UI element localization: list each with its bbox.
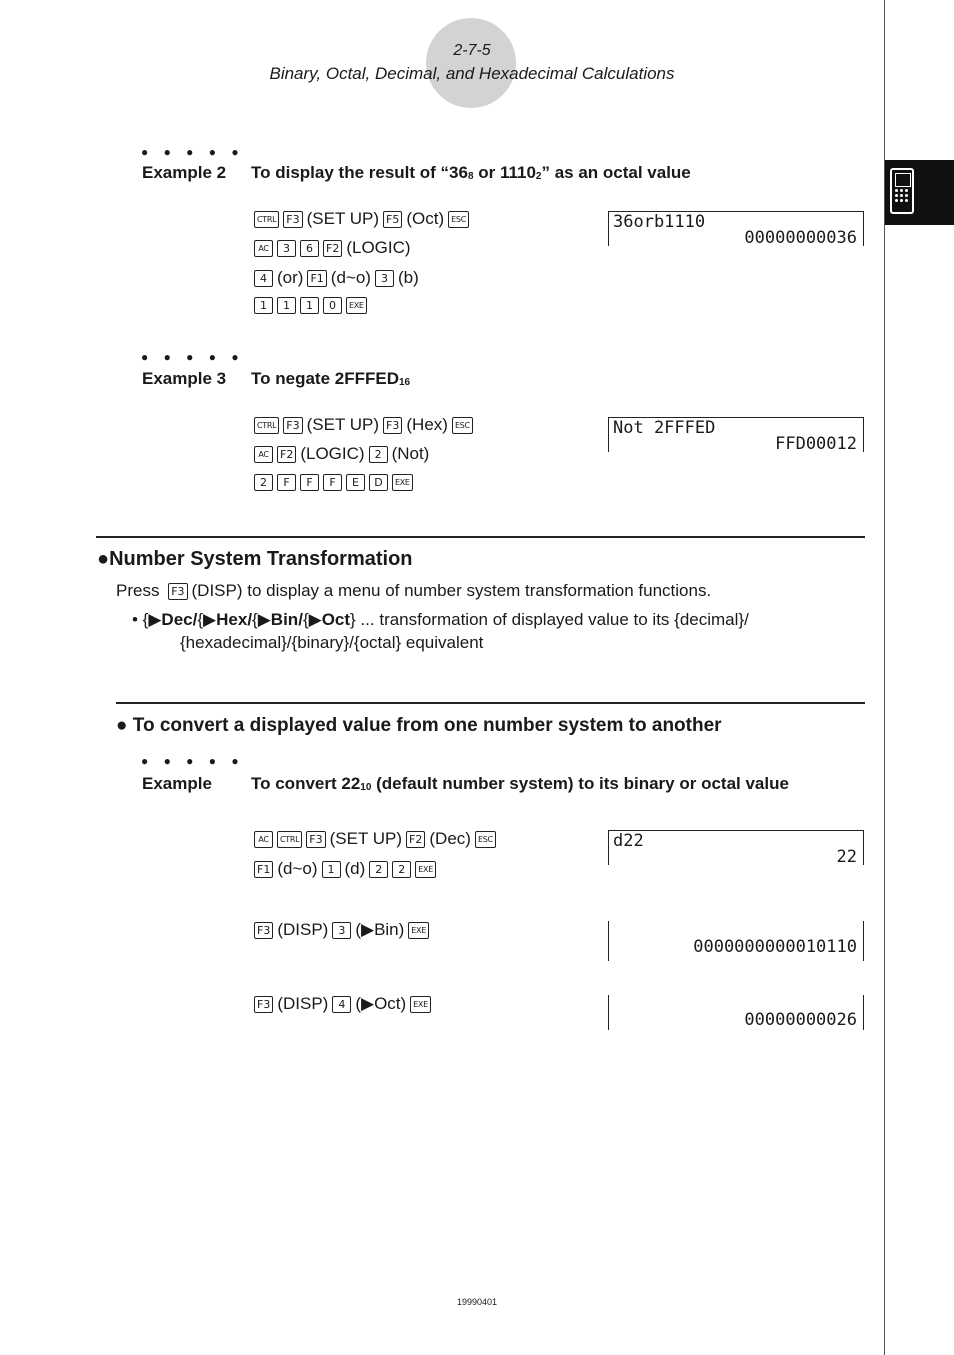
f3-key: F3	[383, 417, 402, 434]
f3-key: F3	[254, 996, 273, 1013]
key-label: (▶Oct)	[355, 994, 407, 1013]
exe-key: EXE	[346, 297, 367, 314]
digit-key: 1	[300, 297, 319, 314]
f3-key: F3	[168, 583, 187, 600]
example-title: To convert $22_{10}$ (default number system) to its binary or octal value	[251, 774, 789, 793]
digit-key: 3	[332, 922, 351, 939]
f3-key: F3	[283, 417, 302, 434]
example-dots: ● ● ● ● ●	[141, 145, 245, 159]
key-label: (SET UP)	[329, 829, 403, 848]
key-label: (DISP)	[277, 920, 329, 939]
ac-key: AC	[254, 831, 273, 848]
calculator-screen	[608, 830, 864, 865]
calculator-screen	[608, 211, 864, 246]
digit-key: 4	[254, 270, 273, 287]
example-2-keystroke-line	[254, 209, 473, 229]
example-dots: ● ● ● ● ●	[141, 754, 245, 768]
exe-key: EXE	[415, 861, 436, 878]
convert-keystroke-line	[254, 859, 440, 879]
digit-key: 1	[322, 861, 341, 878]
key-label: (d~o)	[277, 859, 318, 878]
screen-result-line: 00000000026	[744, 1010, 857, 1030]
example-2-keystroke-line	[254, 268, 423, 288]
f2-key: F2	[406, 831, 425, 848]
convert-keystroke-line	[254, 920, 433, 940]
key-label: (d~o)	[330, 268, 371, 287]
key-label: (LOGIC)	[300, 444, 365, 463]
esc-key: ESC	[475, 831, 496, 848]
screen-result-line: 22	[836, 847, 857, 867]
esc-key: ESC	[448, 211, 469, 228]
ctrl-key: CTRL	[254, 417, 279, 434]
calculator-screen	[608, 995, 864, 1030]
key-label: (Dec)	[429, 829, 471, 848]
f1-key: F1	[254, 861, 273, 878]
key-label: (▶Bin)	[355, 920, 405, 939]
key-label: (Not)	[391, 444, 430, 463]
screen-input-line: Not 2FFFED	[613, 418, 716, 438]
convert-keystroke-line	[254, 829, 500, 849]
digit-key: 2	[369, 446, 388, 463]
example-2-keystroke-line	[254, 238, 415, 258]
footer-code: 19990401	[456, 1297, 498, 1307]
page-number: 2-7-5	[453, 42, 491, 59]
calculator-screen	[608, 921, 864, 961]
calculator-screen	[608, 417, 864, 452]
press-instruction: Press F3 (DISP) to display a menu of number system transformation functions.	[116, 581, 712, 600]
f5-key: F5	[383, 211, 402, 228]
key-label: (or)	[277, 268, 304, 287]
example-2-keystroke-line	[254, 297, 371, 314]
digit-key: 2	[392, 861, 411, 878]
example-3-keystroke-line	[254, 415, 477, 435]
f2-key: F2	[323, 240, 342, 257]
bullet-item: • {▶Dec/{▶Hex/{▶Bin/{▶Oct} ... transformation of displayed value to its {decimal}/	[132, 610, 749, 629]
ctrl-key: CTRL	[254, 211, 279, 228]
screen-result-line: 00000000036	[744, 228, 857, 248]
screen-input-line: d22	[613, 831, 644, 851]
hex-key: F	[300, 474, 319, 491]
section-heading: ●Number System Transformation	[97, 548, 413, 570]
digit-key: 3	[277, 240, 296, 257]
f3-key: F3	[254, 922, 273, 939]
example-dots: ● ● ● ● ●	[141, 350, 245, 364]
section-rule	[96, 536, 865, 538]
key-label: (DISP)	[277, 994, 329, 1013]
example-label: Example	[142, 774, 212, 793]
example-3-keystroke-line	[254, 474, 417, 491]
hex-key: F	[323, 474, 342, 491]
example-3-title: To negate $2FFFED_{16}$	[251, 369, 411, 388]
subsection-rule	[116, 702, 865, 704]
f1-key: F1	[307, 270, 326, 287]
key-label: (Hex)	[406, 415, 448, 434]
screen-result-line: FFD00012	[775, 434, 857, 454]
digit-key: 4	[332, 996, 351, 1013]
example-3-label: Example 3	[142, 369, 227, 388]
digit-key: 6	[300, 240, 319, 257]
key-label: (b)	[397, 268, 419, 287]
key-label: (d)	[344, 859, 366, 878]
hex-key: D	[369, 474, 388, 491]
screen-result-line: 0000000000010110	[693, 937, 857, 957]
key-label: (SET UP)	[306, 209, 380, 228]
f3-key: F3	[283, 211, 302, 228]
ac-key: AC	[254, 446, 273, 463]
page-title: Binary, Octal, Decimal, and Hexadecimal Calculations	[269, 64, 675, 83]
digit-key: 1	[254, 297, 273, 314]
esc-key: ESC	[452, 417, 473, 434]
digit-key: 2	[369, 861, 388, 878]
convert-keystroke-line	[254, 994, 435, 1014]
digit-key: 2	[254, 474, 273, 491]
exe-key: EXE	[408, 922, 429, 939]
key-label: (SET UP)	[306, 415, 380, 434]
example-2-label: Example 2	[142, 163, 227, 182]
digit-key: 0	[323, 297, 342, 314]
ac-key: AC	[254, 240, 273, 257]
key-label: (Oct)	[406, 209, 445, 228]
header-circle-decoration	[426, 18, 516, 108]
ctrl-key: CTRL	[277, 831, 302, 848]
exe-key: EXE	[392, 474, 413, 491]
f2-key: F2	[277, 446, 296, 463]
digit-key: 3	[375, 270, 394, 287]
exe-key: EXE	[410, 996, 431, 1013]
digit-key: 1	[277, 297, 296, 314]
bullet-item-continued: {hexadecimal}/{binary}/{octal} equivalent	[180, 633, 484, 652]
example-3-keystroke-line	[254, 444, 433, 464]
subsection-heading: ● To convert a displayed value from one number system to another	[116, 715, 722, 736]
hex-key: F	[277, 474, 296, 491]
key-label: (LOGIC)	[346, 238, 411, 257]
hex-key: E	[346, 474, 365, 491]
screen-input-line: 36orb1110	[613, 212, 706, 232]
calculator-icon	[890, 168, 914, 214]
example-2-title: To display the result of “$36_8$ or $1110_2$” as an octal value	[251, 163, 691, 182]
f3-key: F3	[306, 831, 325, 848]
